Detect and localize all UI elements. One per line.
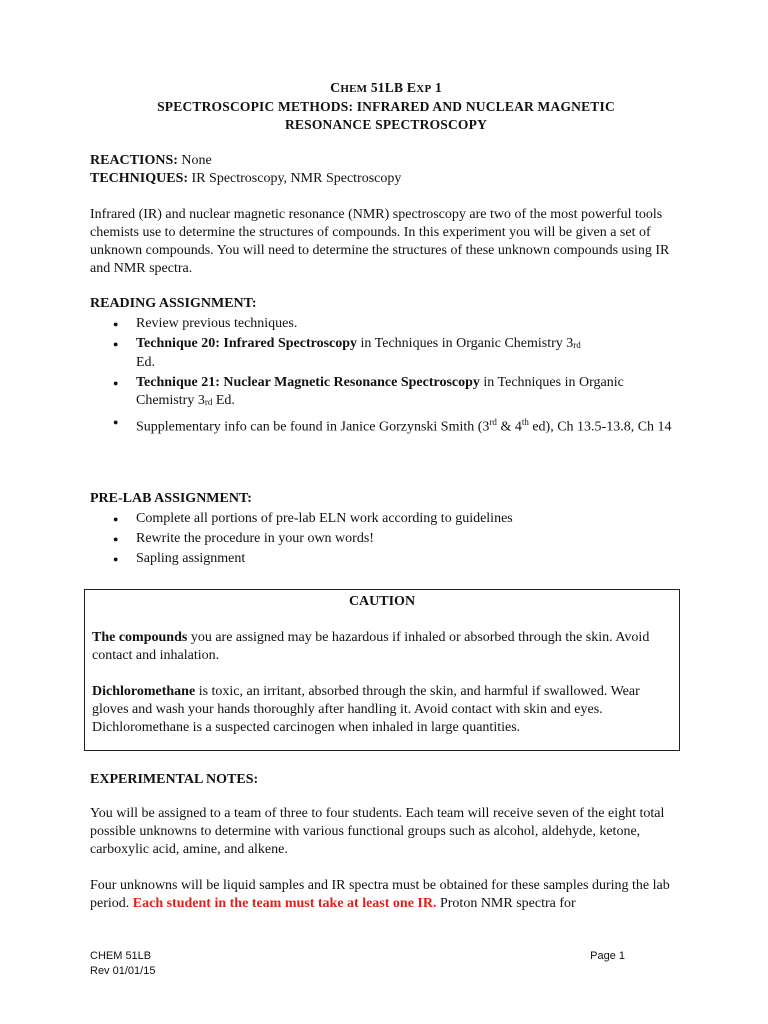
list-item (136, 530, 682, 548)
page-footer (90, 949, 625, 979)
caution-compounds-text: you are assigned may be hazardous if inhaled or absorbed through the skin. Avoid contact and inhalation. (92, 630, 650, 663)
prelab-list (90, 510, 682, 568)
reading-item-2-text: in Techniques in Organic Chemistry 3 (357, 336, 574, 351)
caution-box (84, 589, 680, 751)
intro-text: Infrared (IR) and nuclear magnetic resonance (NMR) spectroscopy are two of the most powerful tools chemists use to determine the structures of compounds. In this experiment you will be given a set of unknown compounds. You will need to determine the structures of these unknown compounds using IR and NMR spectra. (90, 207, 670, 276)
meta-block (90, 152, 682, 188)
prelab-heading: PRE-LAB ASSIGNMENT: (90, 491, 252, 506)
experimental-p2-tail: Proton NMR spectra for (436, 896, 576, 911)
experimental-heading: EXPERIMENTAL NOTES: (90, 772, 259, 787)
caution-compounds-paragraph (92, 629, 672, 665)
experimental-p2-text: Four unknowns will be liquid samples and IR spectra must be obtained for these samples during the lab period. (90, 878, 670, 911)
title-line-1: SPECTROSCOPIC METHODS: INFRARED AND NUCLEAR MAGNETIC (157, 99, 615, 114)
course-code: 51LB (370, 80, 404, 95)
reading-item-4-a: Supplementary info can be found in Janice Gorzynski Smith (3 (136, 419, 490, 435)
intro-paragraph (90, 206, 682, 278)
experimental-p2-emphasis: Each student in the team must take at least one IR. (132, 896, 437, 911)
experimental-paragraph-2 (90, 877, 682, 913)
reading-item-3-tail: Ed. (212, 393, 235, 408)
reactions-value: None (177, 153, 212, 168)
reading-heading: READING ASSIGNMENT: (90, 296, 257, 311)
reading-item-3-bold: Technique 21: Nuclear Magnetic Resonance Spectroscopy (136, 375, 480, 390)
prelab-item-2: Rewrite the procedure in your own words! (136, 531, 374, 546)
reading-item-4-sup-2: th (521, 417, 529, 427)
list-item (136, 335, 682, 372)
reading-item-2-suffix: rd (573, 340, 581, 350)
caution-compounds-bold: The compounds (92, 630, 188, 645)
caution-heading: CAUTION (348, 594, 416, 609)
title-line-2: RESONANCE SPECTROSCOPY (284, 117, 488, 132)
techniques-label: TECHNIQUES: (90, 171, 189, 186)
exp-rest: XP (416, 83, 432, 95)
footer-revision: Rev 01/01/15 (90, 965, 156, 977)
exp-number: 1 (434, 80, 442, 95)
reading-item-3-suffix: rd (204, 397, 213, 407)
reading-item-2-tail: Ed. (136, 355, 156, 370)
course-rest: HEM (340, 83, 368, 95)
caution-dcm-bold: Dichloromethane (92, 684, 196, 699)
reading-item-4-b: & 4 (496, 419, 522, 435)
prelab-item-3: Sapling assignment (136, 551, 246, 566)
caution-dcm-paragraph (92, 683, 672, 737)
experimental-paragraph-1: You will be assigned to a team of three to four students. Each team will receive seven of the eight total possible unknowns to determine with various functional groups such as alcohol, aldehyde, ketone, carboxylic acid, amine, and alkene. (90, 806, 665, 857)
prelab-assignment (90, 490, 682, 570)
reading-item-2-bold: Technique 20: Infrared Spectroscopy (136, 336, 358, 351)
prelab-item-1: Complete all portions of pre-lab ELN work according to guidelines (136, 511, 513, 526)
reactions-label: REACTIONS: (90, 153, 178, 168)
reactions-line (90, 152, 682, 170)
reading-item-1: Review previous techniques. (136, 316, 298, 331)
reading-item-3-text: in Techniques in Organic Chemistry 3 (136, 375, 624, 408)
list-item (136, 510, 682, 528)
list-item (136, 413, 682, 437)
course-initial: C (330, 81, 341, 96)
page-number: Page 1 (590, 950, 625, 962)
list-item (136, 374, 682, 411)
footer-course: CHEM 51LB (90, 950, 152, 962)
list-item (136, 315, 682, 333)
exp-initial: E (406, 81, 417, 96)
reading-item-4-c: ed), Ch 13.5-13.8, Ch 14 (528, 419, 672, 435)
reading-item-4-sup-1: rd (489, 417, 497, 427)
caution-dcm-text: is toxic, an irritant, absorbed through the skin, and harmful if swallowed. Wear gloves and wash your hands thoroughly after handling it. Avoid contact with skin and eyes. Dichloromethane is a suspected carcinogen when inhaled in large quantities. (92, 684, 640, 735)
reading-assignment (90, 295, 682, 439)
experimental-notes (90, 771, 682, 913)
document-title (90, 79, 682, 134)
list-item (136, 550, 682, 568)
course-title (90, 79, 682, 98)
techniques-value: IR Spectroscopy, NMR Spectroscopy (188, 171, 402, 186)
techniques-line (90, 170, 682, 188)
reading-list (90, 315, 682, 437)
